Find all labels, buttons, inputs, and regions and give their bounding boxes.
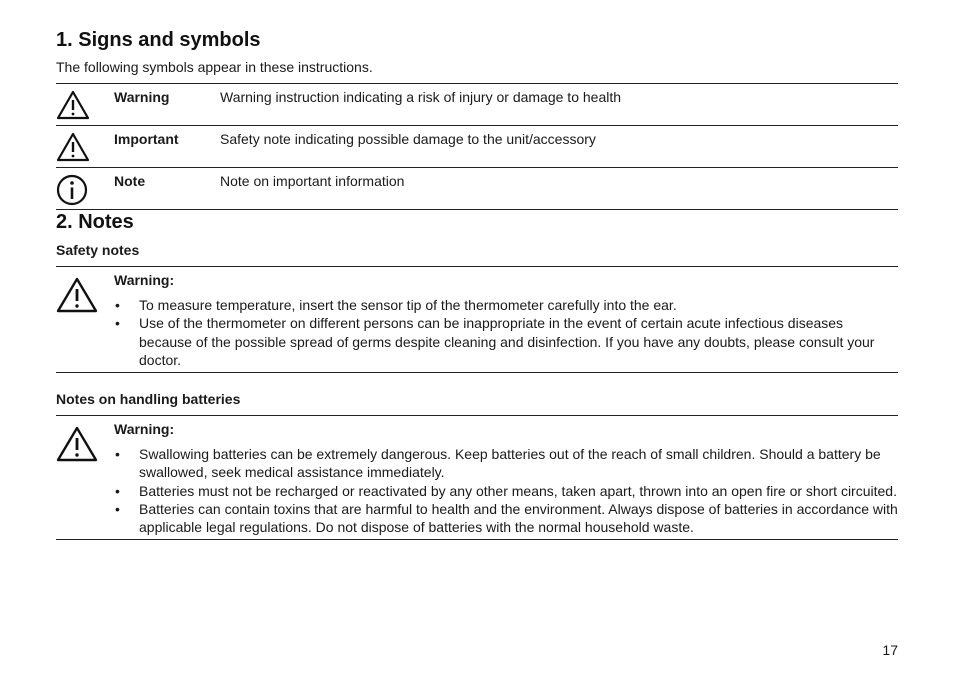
warning-triangle-icon (56, 420, 114, 536)
symbol-row-note (56, 168, 898, 210)
manual-page (56, 28, 898, 540)
symbol-row-important (56, 126, 898, 168)
warning-triangle-icon (56, 130, 114, 162)
battery-notes-heading: Notes on handling batteries (56, 391, 241, 408)
list-item: • Batteries can contain toxins that are harmful to health and the environment. Always dispose of batteries in accordance with applicable legal regulations. Do not dispose of batteries with the normal household waste. (114, 500, 898, 536)
list-item: • Swallowing batteries can be extremely dangerous. Keep batteries out of the reach of small children. Should a battery be swallowed, seek medical assistance immediately. (114, 445, 898, 481)
symbol-term: Important (114, 131, 179, 147)
symbol-description: Note on important information (220, 173, 405, 189)
symbol-description: Safety note indicating possible damage to the unit/accessory (220, 131, 596, 147)
warning-triangle-icon (56, 271, 114, 369)
safety-warning-list (114, 296, 898, 369)
page-number: 17 (882, 642, 898, 658)
warning-label: Warning: (114, 272, 175, 288)
battery-warning-list (114, 445, 898, 536)
symbol-row-warning (56, 84, 898, 126)
battery-warning-box (56, 415, 898, 540)
warning-label: Warning: (114, 421, 175, 438)
symbol-term: Note (114, 173, 146, 189)
symbol-description: Warning instruction indicating a risk of injury or damage to health (220, 89, 622, 105)
list-item: • Use of the thermometer on different persons can be inappropriate in the event of certain acute infectious diseases because of the possible spread of germs despite cleaning and disinfection. If you have any doubts, please consult your doctor. (114, 314, 898, 369)
section-title-notes: 2. Notes (56, 211, 134, 233)
section-title-signs-symbols: 1. Signs and symbols (56, 29, 261, 51)
symbol-term: Warning (114, 89, 170, 105)
symbols-table (56, 83, 898, 210)
section-intro: The following symbols appear in these instructions. (56, 59, 373, 75)
safety-notes-heading: Safety notes (56, 242, 140, 258)
list-item: • Batteries must not be recharged or reactivated by any other means, taken apart, thrown into an open fire or short circuited. (114, 482, 898, 500)
safety-warning-box (56, 266, 898, 373)
list-item: • To measure temperature, insert the sensor tip of the thermometer carefully into the ear. (114, 296, 898, 314)
info-circle-icon (56, 172, 114, 206)
warning-triangle-icon (56, 88, 114, 120)
